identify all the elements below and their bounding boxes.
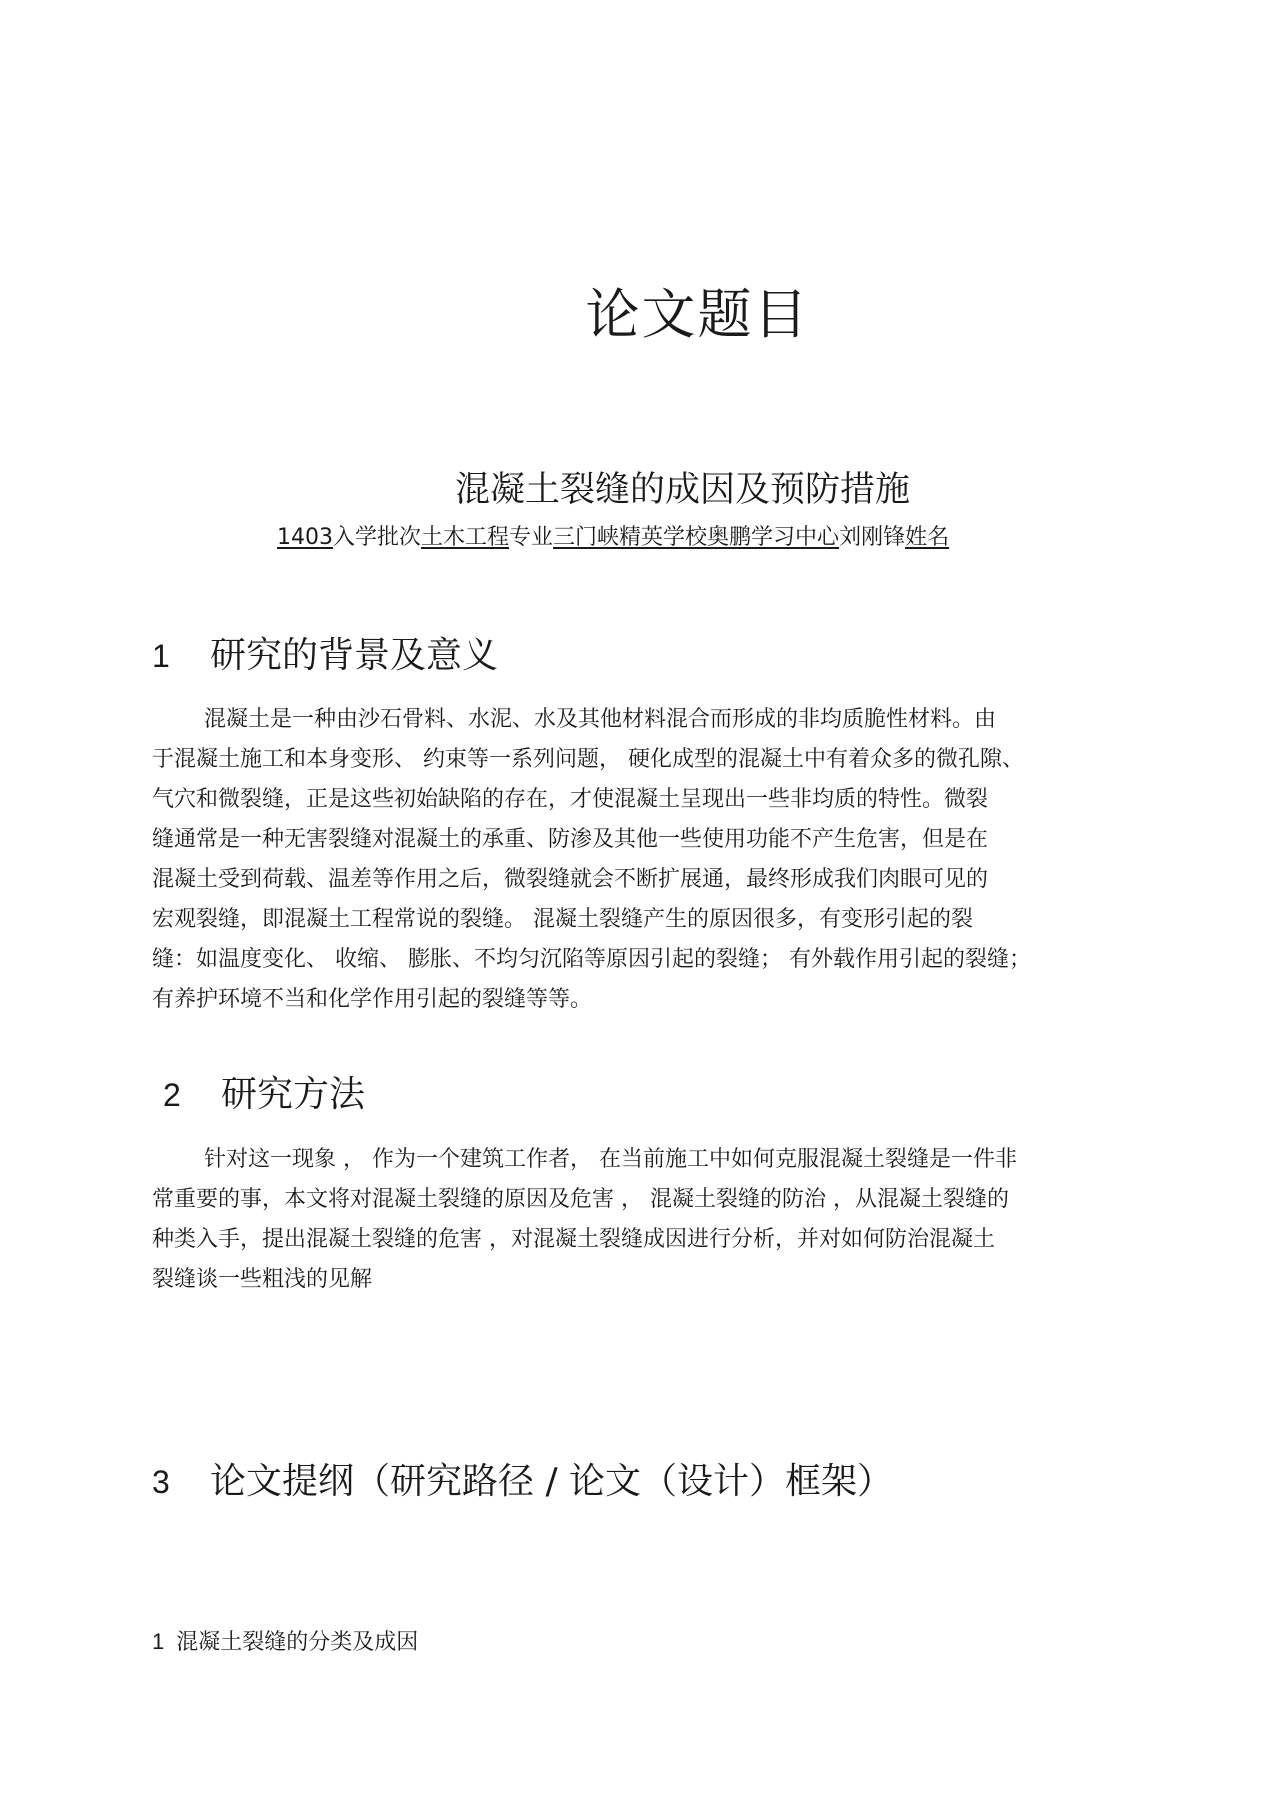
school-value: 三门峡精英学校奥鹏学习中心	[553, 525, 840, 550]
name-value: 刘刚锋	[839, 525, 906, 550]
paragraph-line: 于混凝土施工和本身变形、 约束等一系列问题， 硬化成型的混凝土中有着众多的微孔隙、	[152, 747, 1024, 772]
major-value: 土木工程	[421, 525, 510, 550]
outline-text: 混凝土裂缝的分类及成因	[176, 1630, 419, 1655]
batch-value: 1403	[277, 525, 333, 550]
name-label: 姓名	[905, 525, 950, 550]
section-number: 2	[163, 1077, 181, 1113]
section-title: 研究方法	[221, 1074, 366, 1115]
paragraph-line: 常重要的事，本文将对混凝土裂缝的原因及危害 ， 混凝土裂缝的防治 ，从混凝土裂缝的	[152, 1187, 1009, 1212]
paragraph-line: 裂缝谈一些粗浅的见解	[152, 1267, 373, 1292]
paragraph-line: 种类入手，提出混凝土裂缝的危害 ，对混凝土裂缝成因进行分析，并对如何防治混凝土	[152, 1227, 995, 1252]
paper-title: 混凝土裂缝的成因及预防措施	[454, 470, 910, 510]
major-label: 专业	[509, 525, 554, 550]
author-info-line	[277, 520, 949, 551]
outline-number: 1	[152, 1629, 165, 1654]
paragraph-line: 针对这一现象 ， 作为一个建筑工作者， 在当前施工中如何克服混凝土裂缝是一件非	[204, 1147, 1017, 1172]
document-title: 论文题目	[585, 283, 810, 346]
section-heading-3	[152, 1453, 893, 1504]
paragraph-line: 混凝土受到荷载、温差等作用之后，微裂缝就会不断扩展通，最终形成我们肉眼可见的	[152, 867, 989, 892]
paragraph-line: 缝通常是一种无害裂缝对混凝土的承重、防渗及其他一些使用功能不产生危害，但是在	[152, 827, 989, 852]
section-2-body	[152, 1140, 1017, 1300]
outline-item	[152, 1625, 418, 1656]
section-1-body	[152, 700, 1031, 1020]
section-title: 研究的背景及意义	[210, 635, 499, 676]
paragraph-line: 有养护环境不当和化学作用引起的裂缝等等。	[152, 987, 593, 1012]
section-heading-2	[163, 1066, 365, 1117]
section-title: 论文提纲（研究路径 / 论文（设计）框架）	[210, 1461, 894, 1502]
batch-label: 入学批次	[333, 525, 422, 550]
paragraph-line: 缝：如温度变化、 收缩、 膨胀、不均匀沉陷等原因引起的裂缝； 有外载作用引起的裂缝；	[152, 947, 1031, 972]
paragraph-line: 气穴和微裂缝，正是这些初始缺陷的存在，才使混凝土呈现出一些非均质的特性。微裂	[152, 787, 989, 812]
section-number: 1	[152, 638, 170, 674]
section-heading-1	[152, 627, 498, 678]
paragraph-line: 宏观裂缝，即混凝土工程常说的裂缝。 混凝土裂缝产生的原因很多，有变形引起的裂	[152, 907, 973, 932]
paragraph-line: 混凝土是一种由沙石骨料、水泥、水及其他材料混合而形成的非均质脆性材料。由	[204, 707, 997, 732]
section-number: 3	[152, 1464, 170, 1500]
